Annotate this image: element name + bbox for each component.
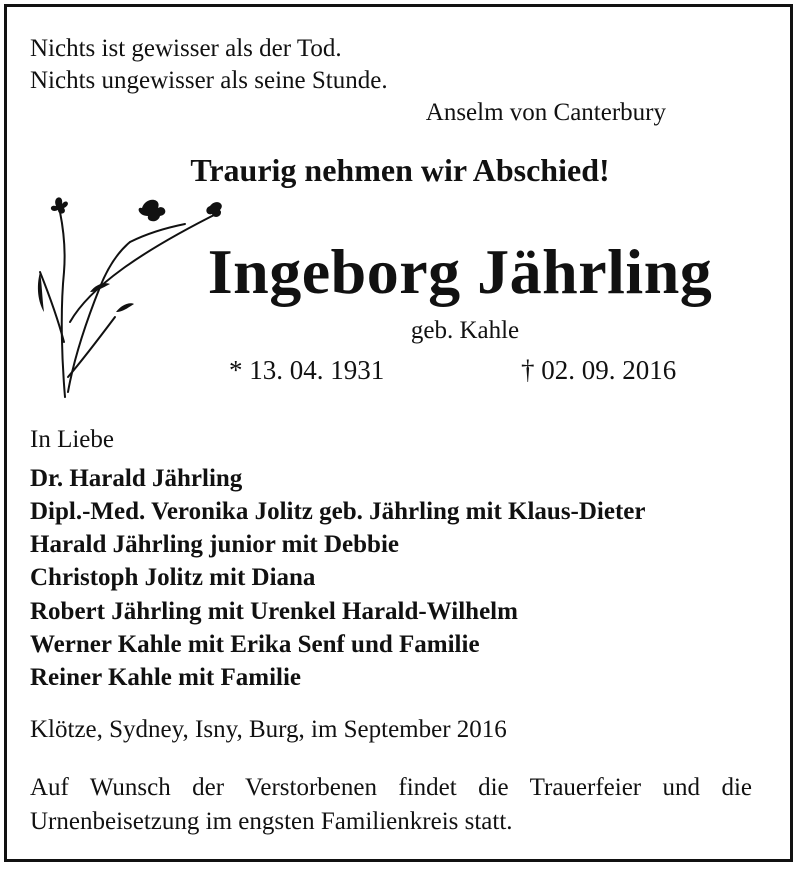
mourner-name: Werner Kahle mit Erika Senf und Familie bbox=[30, 631, 480, 658]
mourner-name: Dr. Harald Jährling bbox=[30, 465, 243, 492]
mourner-name: Dipl.-Med. Veronika Jolitz geb. Jährling mit Klaus-Dieter bbox=[30, 498, 646, 525]
mourner-name: Christoph Jolitz mit Diana bbox=[30, 564, 316, 591]
quote-line-2: Nichts ungewisser als seine Stunde. bbox=[30, 67, 388, 94]
death-date: † 02. 09. 2016 bbox=[521, 355, 677, 385]
birth-date: * 13. 04. 1931 bbox=[229, 355, 385, 385]
maiden-name: geb. Kahle bbox=[410, 317, 520, 344]
mourner-name: Harald Jährling junior mit Debbie bbox=[30, 531, 400, 558]
quote-author: Anselm von Canterbury bbox=[425, 99, 666, 126]
headline: Traurig nehmen wir Abschied! bbox=[190, 152, 610, 188]
deceased-name: Ingeborg Jährling bbox=[207, 236, 713, 307]
intro-text: In Liebe bbox=[30, 426, 114, 453]
place-and-date: Klötze, Sydney, Isny, Burg, im September 2016 bbox=[30, 716, 507, 743]
mourner-name: Reiner Kahle mit Familie bbox=[30, 664, 302, 691]
notice-line-1: Auf Wunsch der Verstorbenen findet die Trauerfeier und die bbox=[30, 774, 752, 801]
notice-line-2: Urnenbeisetzung im engsten Familienkreis statt. bbox=[30, 808, 513, 835]
quote-line-1: Nichts ist gewisser als der Tod. bbox=[30, 35, 342, 62]
mourner-name: Robert Jährling mit Urenkel Harald-Wilhelm bbox=[30, 598, 518, 625]
